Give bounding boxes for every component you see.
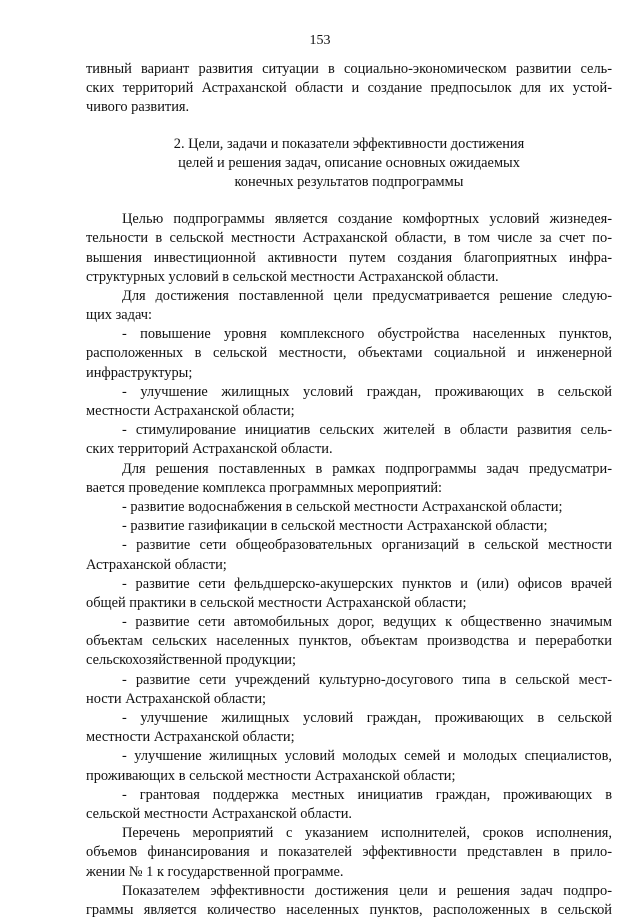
section-heading	[86, 135, 612, 193]
text-line: общей практики в сельской местности Астраханской области;	[86, 594, 467, 611]
text-line: Для решения поставленных в рамках подпрограммы задач предусматри-	[122, 460, 612, 477]
intro-paragraph	[86, 60, 612, 118]
text-line: - грантовая поддержка местных инициатив граждан, проживающих в	[122, 786, 612, 803]
text-line: - улучшение жилищных условий молодых семей и молодых специалистов,	[122, 748, 612, 765]
text-line: щих задач:	[86, 307, 153, 324]
text-line: ских территорий Астраханской области.	[86, 441, 333, 458]
text-line: - улучшение жилищных условий граждан, проживающих в сельской	[122, 383, 612, 400]
text-line: - улучшение жилищных условий граждан, проживающих в сельской	[122, 710, 612, 726]
text-line: - стимулирование инициатив сельских жителей в области развития сель-	[122, 422, 612, 439]
text-line: сельскохозяйственной продукции;	[86, 652, 296, 669]
text-line: - повышение уровня комплексного обустройства населенных пунктов,	[122, 326, 612, 343]
page-number: 153	[309, 33, 331, 48]
text-line: граммы является количество населенных пунктов, расположенных в сельской	[86, 901, 612, 918]
page-body	[86, 60, 612, 920]
section-body-text	[86, 210, 612, 920]
text-line: структурных условий в сельской местности Астраханской области.	[86, 268, 499, 285]
text-line: - развитие сети автомобильных дорог, ведущих к общественно значимым	[122, 614, 612, 631]
text-line: вается проведение комплекса программных мероприятий:	[86, 479, 443, 496]
text-line: - развитие сети учреждений культурно-досугового типа в сельской мест-	[122, 671, 612, 688]
text-line: Астраханской области;	[86, 556, 227, 573]
text-line: объектам сельских населенных пунктов, объектам производства и переработки	[86, 633, 612, 650]
heading-line: конечных результатов подпрограммы	[234, 173, 464, 190]
text-line: ности Астраханской области;	[86, 690, 267, 707]
text-line: сельской местности Астраханской области.	[86, 805, 353, 822]
text-line: Перечень мероприятий с указанием исполнителей, сроков исполнения,	[122, 825, 612, 842]
text-line: вышения инвестиционной активности путем создания благоприятных инфра-	[86, 249, 612, 266]
text-line: местности Астраханской области;	[86, 403, 295, 419]
heading-line: целей и решения задач, описание основных ожидаемых	[178, 154, 520, 171]
text-line: инфраструктуры;	[86, 364, 193, 381]
text-line: проживающих в сельской местности Астраханской области;	[86, 767, 456, 784]
text-line: Показателем эффективности достижения цели и решения задач подпро-	[122, 882, 612, 899]
text-line: чивого развития.	[86, 99, 190, 116]
text-line: Целью подпрограммы является создание комфортных условий жизнедея-	[122, 211, 612, 228]
text-line: - развитие водоснабжения в сельской местности Астраханской области;	[122, 498, 563, 515]
text-line: местности Астраханской области;	[86, 729, 295, 746]
text-line: ских территорий Астраханской области и создание предпосылок для их устой-	[86, 80, 612, 97]
text-line: тивный вариант развития ситуации в социально-экономическом развитии сель-	[86, 61, 612, 77]
text-line: Для достижения поставленной цели предусматривается решение следую-	[122, 287, 612, 304]
text-line: тельности в сельской местности Астраханской области, в том числе за счет по-	[86, 230, 612, 247]
text-line: - развитие сети фельдшерско-акушерских пунктов и (или) офисов врачей	[122, 575, 612, 592]
text-line: - развитие газификации в сельской местности Астраханской области;	[122, 518, 548, 535]
text-line: - развитие сети общеобразовательных организаций в сельской местности	[122, 537, 612, 554]
heading-line: 2. Цели, задачи и показатели эффективности достижения	[173, 135, 525, 152]
text-line: жении № 1 к государственной программе.	[86, 863, 344, 880]
text-line: объемов финансирования и показателей эффективности представлен в прило-	[86, 844, 612, 861]
text-line: расположенных в сельской местности, объектами социальной и инженерной	[86, 345, 612, 362]
